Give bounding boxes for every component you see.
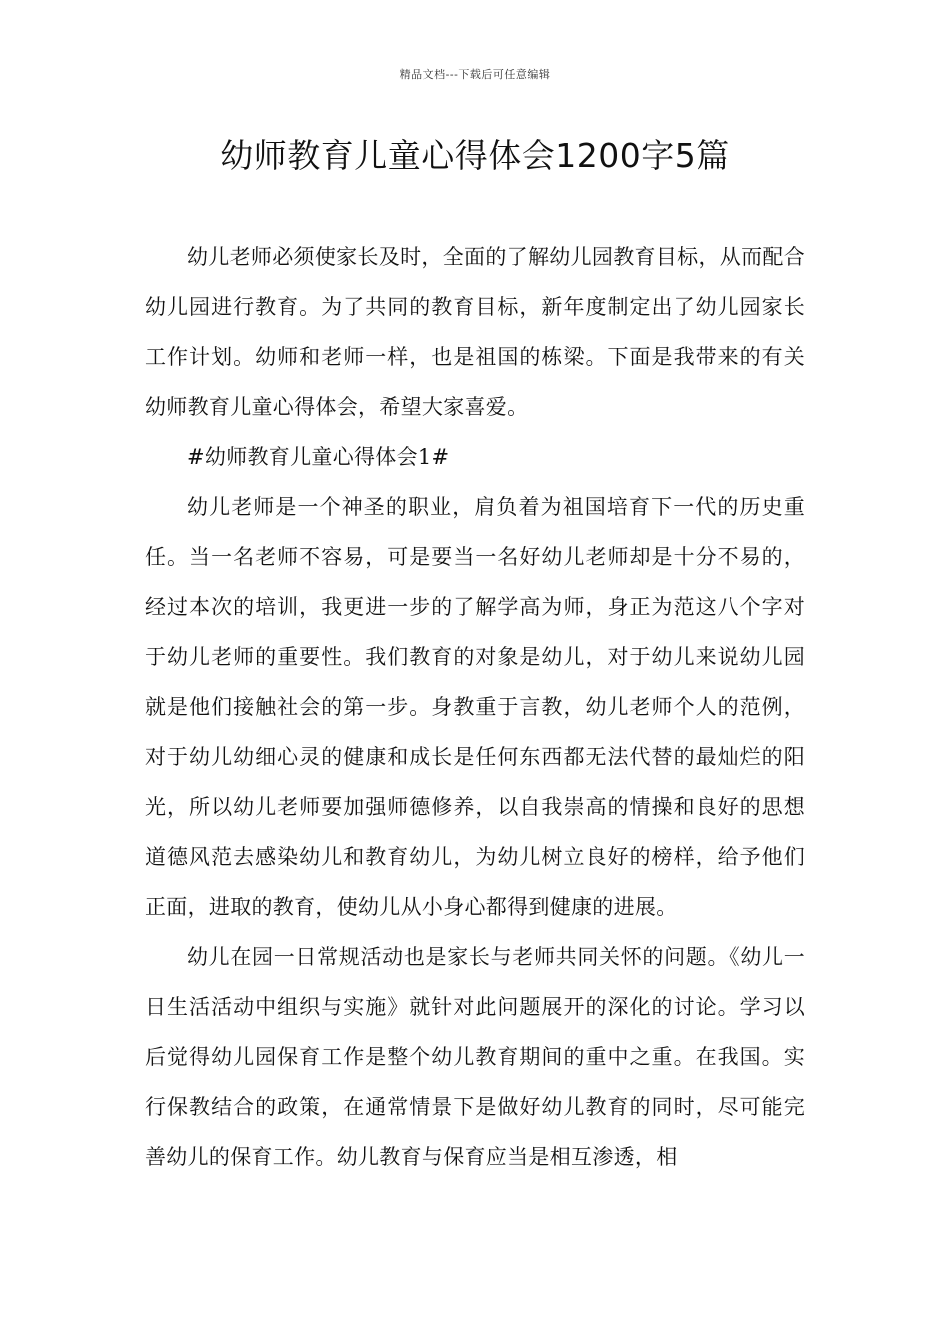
section-heading-1: #幼师教育儿童心得体会1# [187,445,450,469]
paragraph-intro: 幼儿老师必须使家长及时，全面的了解幼儿园教育目标，从而配合幼儿园进行教育。为了共同的教育目标，新年度制定出了幼儿园家长工作计划。幼师和老师一样，也是祖国的栋梁。下面是我带来的有关幼师教育儿童心得体会，希望大家喜爱。 [145,245,805,419]
paragraph-body-1: 幼儿老师是一个神圣的职业，肩负着为祖国培育下一代的历史重任。当一名老师不容易，可是要当一名好幼儿老师却是十分不易的，经过本次的培训，我更进一步的了解学高为师，身正为范这八个字对于幼儿老师的重要性。我们教育的对象是幼儿，对于幼儿来说幼儿园就是他们接触社会的第一步。身教重于言教，幼儿老师个人的范例，对于幼儿幼细心灵的健康和成长是任何东西都无法代替的最灿烂的阳光，所以幼儿老师要加强师德修养，以自我崇高的情操和良好的思想道德风范去感染幼儿和教育幼儿，为幼儿树立良好的榜样，给予他们正面，进取的教育，使幼儿从小身心都得到健康的进展。 [145,495,805,919]
paragraph-body-2: 幼儿在园一日常规活动也是家长与老师共同关怀的问题。《幼儿一日生活活动中组织与实施》就针对此问题展开的深化的讨论。学习以后觉得幼儿园保育工作是整个幼儿教育期间的重中之重。在我国。实行保教结合的政策，在通常情景下是做好幼儿教育的同时，尽可能完善幼儿的保育工作。幼儿教育与保育应当是相互渗透，相 [145,945,805,1169]
document-body [145,232,805,1182]
document-title: 幼师教育儿童心得体会1200字5篇 [220,136,730,175]
header-note: 精品文档---下载后可任意编辑 [399,68,551,81]
